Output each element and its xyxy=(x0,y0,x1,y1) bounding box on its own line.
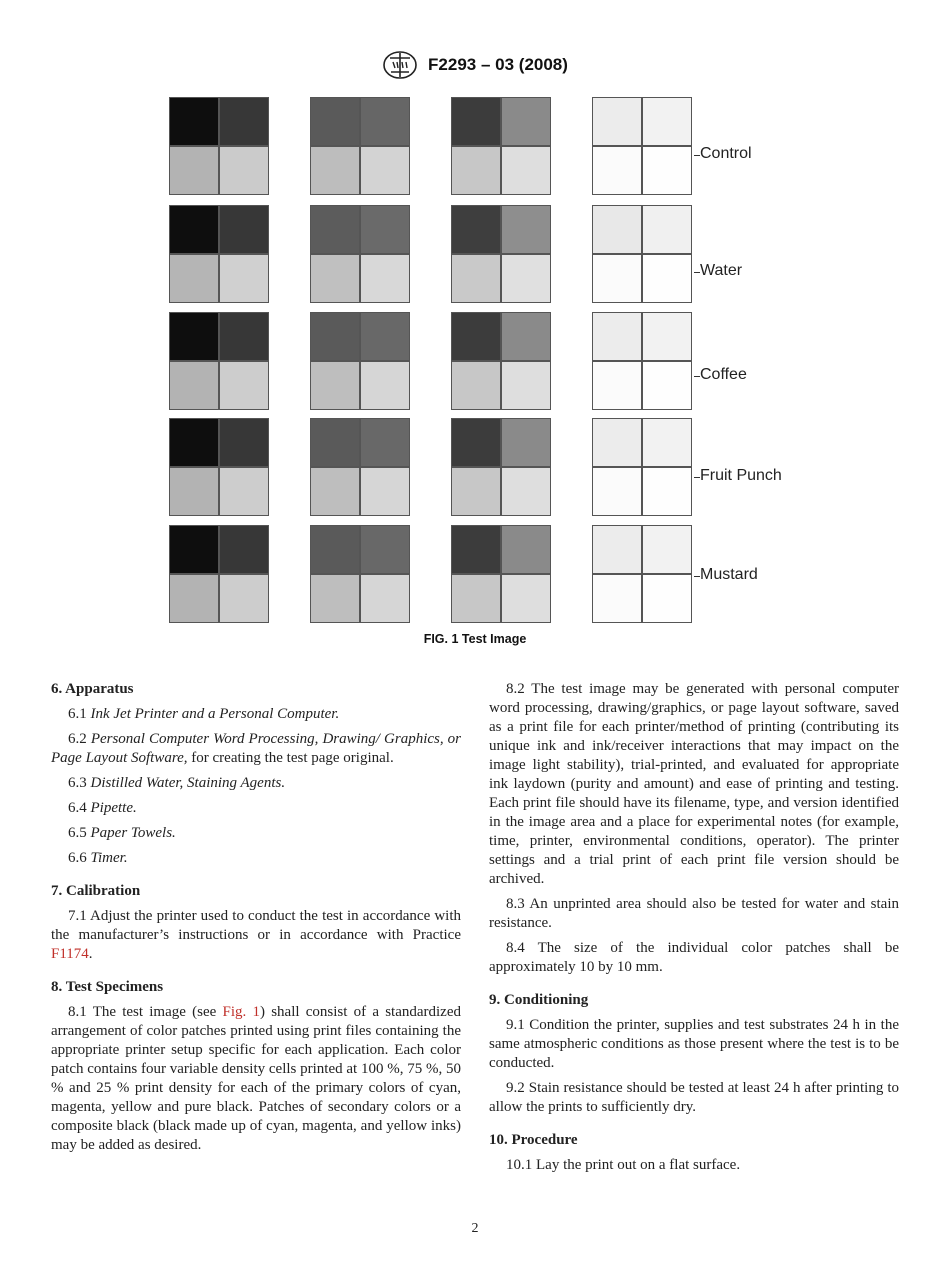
density-cell xyxy=(219,146,269,195)
density-cell xyxy=(642,146,692,195)
density-cell xyxy=(592,205,642,254)
density-cell xyxy=(642,574,692,623)
density-cell xyxy=(592,467,642,516)
density-cell xyxy=(310,574,360,623)
standard-designation: F2293 – 03 (2008) xyxy=(428,55,568,74)
density-cell xyxy=(169,574,219,623)
paragraph-6-1: 6.1 Ink Jet Printer and a Personal Computer. xyxy=(68,706,340,722)
section-heading-calibration: 7. Calibration xyxy=(51,883,141,899)
paragraph-10-1: 10.1 Lay the print out on a flat surface. xyxy=(506,1157,741,1173)
paragraph-9-1: 9.1 Condition the printer, supplies and test substrates 24 h in the same atmospheric conditions as those present where the test is to be conducted. xyxy=(489,1017,899,1071)
density-cell xyxy=(360,361,410,410)
link-f1174[interactable]: F1174 xyxy=(51,946,89,962)
density-cell xyxy=(592,361,642,410)
paragraph-6-3: 6.3 Distilled Water, Staining Agents. xyxy=(68,775,286,791)
density-cell xyxy=(310,467,360,516)
density-cell xyxy=(360,418,410,467)
density-cell xyxy=(310,205,360,254)
density-cell xyxy=(642,254,692,303)
color-patch xyxy=(310,205,412,305)
density-cell xyxy=(310,312,360,361)
density-cell xyxy=(592,574,642,623)
section-heading-procedure: 10. Procedure xyxy=(489,1132,578,1148)
density-cell xyxy=(360,574,410,623)
color-patch xyxy=(451,205,553,305)
density-cell xyxy=(501,97,551,146)
density-cell xyxy=(592,418,642,467)
density-cell xyxy=(310,254,360,303)
density-cell xyxy=(642,97,692,146)
density-cell xyxy=(360,254,410,303)
density-cell xyxy=(169,97,219,146)
density-cell xyxy=(501,254,551,303)
color-patch xyxy=(169,312,271,412)
density-cell xyxy=(169,312,219,361)
paragraph-8-2: 8.2 The test image may be generated with personal computer word processing, drawing/graphics, or page layout software, saved as a print file for each printer/method of printing (contributing its unique ink and ink/receiver interactions that may impact on the image light stability), trial-printed, and evaluated for appropriate ink laydown (purity and amount) and ease of printing and testing. Each print file should have its filename, type, and version identified in the image area and a place for experimental notes (for example, time, printer, environmental conditions, operator). The printer settings and a trial print of each print file version should be archived. xyxy=(489,681,899,887)
density-cell xyxy=(642,312,692,361)
color-patch xyxy=(169,418,271,518)
paragraph-6-2: 6.2 Personal Computer Word Processing, Drawing/ Graphics, or Page Layout Software, for creating the test page original. xyxy=(51,731,462,766)
paragraph-8-3: 8.3 An unprinted area should also be tested for water and stain resistance. xyxy=(489,896,899,931)
density-cell xyxy=(592,97,642,146)
density-cell xyxy=(451,467,501,516)
density-cell xyxy=(501,146,551,195)
section-heading-conditioning: 9. Conditioning xyxy=(489,992,589,1008)
density-cell xyxy=(310,146,360,195)
density-cell xyxy=(219,97,269,146)
density-cell xyxy=(310,418,360,467)
color-patch xyxy=(592,312,694,412)
color-patch xyxy=(592,97,694,197)
density-cell xyxy=(169,418,219,467)
link-fig-1[interactable]: Fig. 1 xyxy=(222,1004,260,1020)
left-column xyxy=(51,680,461,1161)
density-cell xyxy=(360,525,410,574)
density-cell xyxy=(501,418,551,467)
density-cell xyxy=(501,205,551,254)
paragraph-8-1: 8.1 The test image (see Fig. 1) shall consist of a standardized arrangement of color patches printed using print files containing the appropriate printer setup specific for each application. Each color patch contains four variable density cells printed at 100 %, 75 %, 50 % and 25 % print density for each of the primary colors of cyan, magenta, yellow and pure black. Patches of secondary colors or a composite black (black made up of cyan, magenta, and yellow inks) may be added as desired. xyxy=(51,1004,461,1153)
color-patch xyxy=(310,418,412,518)
density-cell xyxy=(592,254,642,303)
density-cell xyxy=(360,205,410,254)
density-cell xyxy=(451,525,501,574)
density-cell xyxy=(310,361,360,410)
color-patch xyxy=(169,525,271,625)
density-cell xyxy=(169,254,219,303)
section-heading-apparatus: 6. Apparatus xyxy=(51,681,134,697)
density-cell xyxy=(501,361,551,410)
density-cell xyxy=(592,146,642,195)
density-cell xyxy=(501,312,551,361)
density-cell xyxy=(501,574,551,623)
density-cell xyxy=(219,467,269,516)
density-cell xyxy=(451,574,501,623)
density-cell xyxy=(310,525,360,574)
density-cell xyxy=(360,467,410,516)
density-cell xyxy=(219,418,269,467)
paragraph-6-5: 6.5 Paper Towels. xyxy=(68,825,176,841)
density-cell xyxy=(360,97,410,146)
color-patch xyxy=(451,97,553,197)
density-cell xyxy=(169,525,219,574)
density-cell xyxy=(501,467,551,516)
density-cell xyxy=(451,361,501,410)
paragraph-9-2: 9.2 Stain resistance should be tested at least 24 h after printing to allow the prints to sufficiently dry. xyxy=(489,1080,899,1115)
color-patch xyxy=(451,418,553,518)
density-cell xyxy=(310,97,360,146)
color-patch xyxy=(592,205,694,305)
density-cell xyxy=(642,361,692,410)
row-label: Coffee xyxy=(700,366,747,383)
density-cell xyxy=(219,312,269,361)
row-label: Control xyxy=(700,145,752,162)
density-cell xyxy=(592,312,642,361)
density-cell xyxy=(451,97,501,146)
density-cell xyxy=(169,361,219,410)
right-column xyxy=(489,680,899,1181)
density-cell xyxy=(642,418,692,467)
color-patch xyxy=(451,525,553,625)
color-patch xyxy=(310,525,412,625)
row-label: Fruit Punch xyxy=(700,467,782,484)
color-patch xyxy=(592,418,694,518)
density-cell xyxy=(642,467,692,516)
paragraph-6-4: 6.4 Pipette. xyxy=(68,800,137,816)
color-patch xyxy=(592,525,694,625)
density-cell xyxy=(451,312,501,361)
paragraph-8-4: 8.4 The size of the individual color patches shall be approximately 10 by 10 mm. xyxy=(489,940,899,975)
density-cell xyxy=(451,146,501,195)
density-cell xyxy=(451,418,501,467)
density-cell xyxy=(360,312,410,361)
density-cell xyxy=(592,525,642,574)
color-patch xyxy=(451,312,553,412)
density-cell xyxy=(360,146,410,195)
density-cell xyxy=(219,361,269,410)
density-cell xyxy=(501,525,551,574)
color-patch xyxy=(310,97,412,197)
density-cell xyxy=(169,205,219,254)
row-label: Water xyxy=(700,262,743,279)
row-label: Mustard xyxy=(700,566,758,583)
density-cell xyxy=(451,205,501,254)
color-patch xyxy=(310,312,412,412)
page-number: 2 xyxy=(471,1221,479,1236)
color-patch xyxy=(169,205,271,305)
paragraph-7-1: 7.1 Adjust the printer used to conduct the test in accordance with the manufacturer’s instructions or in accordance with Practice F1174. xyxy=(51,908,461,962)
density-cell xyxy=(219,525,269,574)
density-cell xyxy=(169,467,219,516)
paragraph-6-6: 6.6 Timer. xyxy=(68,850,128,866)
density-cell xyxy=(169,146,219,195)
density-cell xyxy=(642,205,692,254)
density-cell xyxy=(219,205,269,254)
section-heading-test-specimens: 8. Test Specimens xyxy=(51,979,164,995)
density-cell xyxy=(219,254,269,303)
density-cell xyxy=(642,525,692,574)
density-cell xyxy=(219,574,269,623)
color-patch xyxy=(169,97,271,197)
figure-caption: FIG. 1 Test Image xyxy=(423,632,527,646)
density-cell xyxy=(451,254,501,303)
